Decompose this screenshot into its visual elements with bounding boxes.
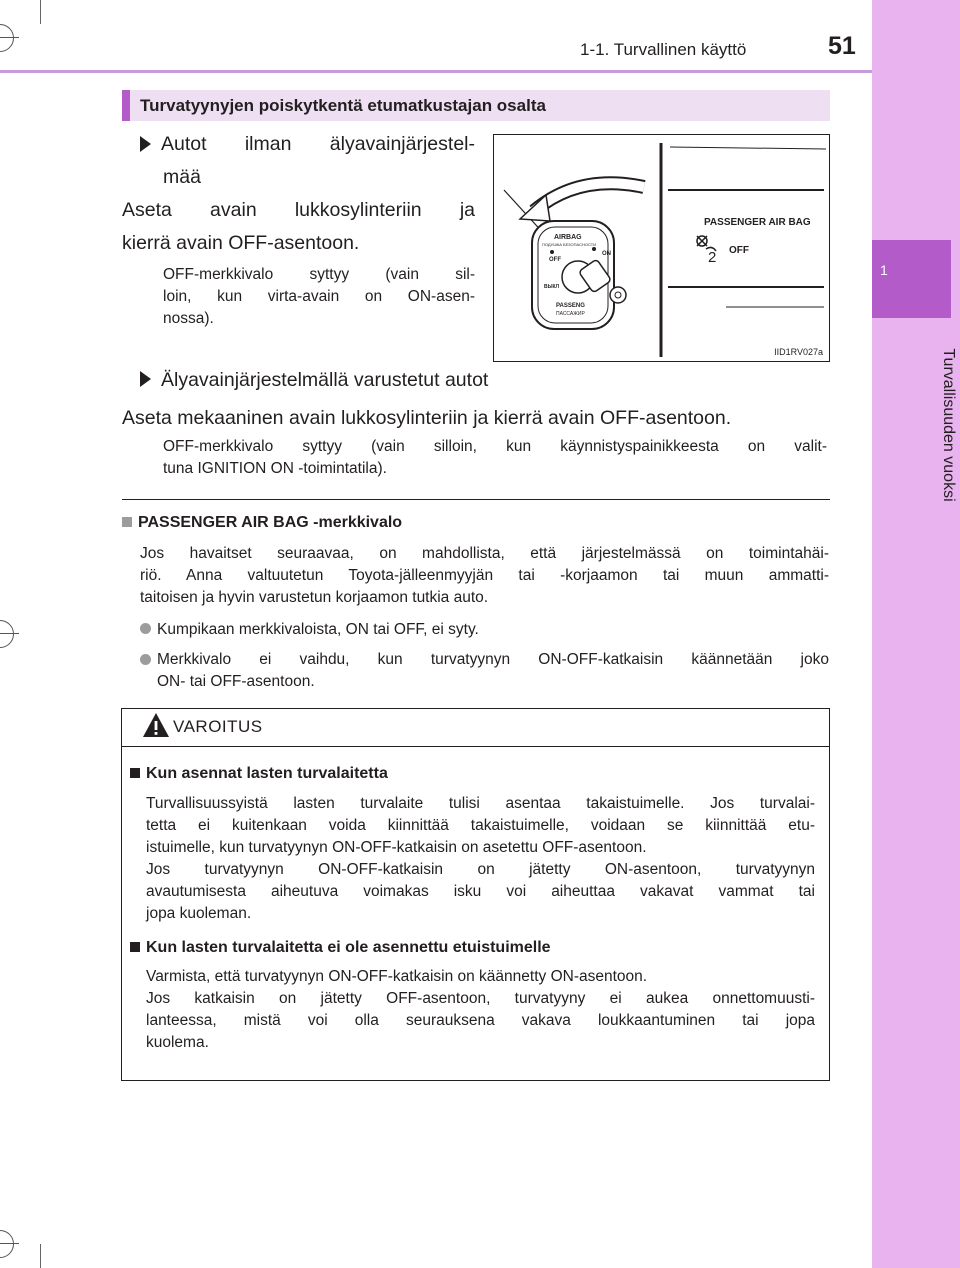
rotate-arrow-icon — [520, 183, 644, 221]
crop-mark-bottom-left — [0, 1230, 14, 1258]
indicator-para-line3: taitoisen ja hyvin varustetun korjaamon tutkia auto. — [140, 589, 489, 606]
item2-note-line2: tuna IGNITION ON -toimintatila). — [163, 460, 387, 477]
section-square-icon — [122, 517, 132, 527]
item2-title — [140, 364, 488, 397]
warning-s1-line5: avautumisesta aiheutuva voimakas isku voi aiheuttaa vakavat vammat tai — [146, 883, 815, 900]
item1-instruction-line2: kierrä avain OFF-asentoon. — [122, 232, 360, 254]
indicator-state: OFF — [729, 245, 749, 256]
indicator-bullet-2 — [140, 649, 829, 693]
item1-note-line2: loin, kun virta-avain on ON-asen- — [163, 288, 475, 305]
warning-s2-title-text: Kun lasten turvalaitetta ei ole asennettu etuistuimelle — [146, 939, 551, 956]
switch-airbag-label: AIRBAG — [554, 234, 582, 241]
divider-rule — [122, 499, 830, 500]
switch-off-label: OFF — [549, 257, 561, 263]
bullet-dot-icon — [140, 654, 151, 665]
warning-s1-line4: Jos turvatyynyn ON-OFF-katkaisin on jätetty ON-asentoon, turvatyynyn — [146, 861, 815, 878]
warning-s2-line3: lanteessa, mistä voi olla seurauksena vakava loukkaantuminen tai jopa — [146, 1012, 815, 1029]
indicator-bullet-2-line2: ON- tai OFF-asentoon. — [157, 673, 315, 690]
indicator-bullet-2-line1: Merkkivalo ei vaihdu, kun turvatyynyn ON-OFF-katkaisin käännetään joko — [157, 651, 829, 668]
warning-s1-line3: istuimelle, kun turvatyynyn ON-OFF-katkaisin on asetettu OFF-asentoon. — [146, 839, 647, 856]
item2-title-text: Älyavainjärjestelmällä varustetut autot — [161, 369, 489, 391]
switch-ru-label: ПОДУШКА БЕЗОПАСНОСТИ — [542, 242, 597, 247]
section-title: 1-1. Turvallinen käyttö — [580, 40, 747, 59]
svg-text:2: 2 — [708, 249, 717, 266]
crop-line-top — [40, 0, 41, 24]
section-heading: Turvatyynyjen poiskytkentä etumatkustajan osalta — [140, 96, 546, 115]
indicator-bullet-1-text: Kumpikaan merkkivaloista, ON tai OFF, ei syty. — [157, 621, 479, 638]
airbag-switch-figure — [493, 134, 830, 362]
bullet-dot-icon — [140, 623, 151, 634]
crop-line-bottom — [40, 1244, 41, 1268]
warning-s1-title — [130, 765, 388, 783]
warning-s1-line6: jopa kuoleman. — [146, 905, 252, 922]
item2-instruction: Aseta mekaaninen avain lukkosylinteriin ja kierrä avain OFF-asentoon. — [122, 407, 732, 429]
warning-s1-line1: Turvallisuussyistä lasten turvalaite tulisi asentaa takaistuimelle. Jos turvalai- — [146, 795, 815, 812]
warning-s2-title — [130, 939, 551, 957]
item1-instruction — [122, 194, 475, 260]
crop-mark-mid-left — [0, 620, 14, 648]
item1-note-line1: OFF-merkkivalo syttyy (vain sil- — [163, 266, 475, 283]
section-heading-accent — [122, 90, 130, 121]
section-square-icon — [130, 942, 140, 952]
indicator-label: PASSENGER AIR BAG — [704, 217, 811, 228]
header-rule — [0, 70, 872, 73]
figure-code: IID1RV027a — [774, 347, 823, 357]
warning-s2-line2: Jos katkaisin on jätetty OFF-asentoon, turvatyyny ei aukea onnettomuusti- — [146, 990, 815, 1007]
item2-note — [163, 436, 827, 480]
item2-arrow-icon — [140, 371, 151, 387]
warning-s1-body — [146, 793, 815, 925]
crop-mark-top-left — [0, 24, 14, 52]
warning-s2-line1: Varmista, että turvatyynyn ON-OFF-katkaisin on käännetty ON-asentoon. — [146, 968, 648, 985]
item1-instruction-line1: Aseta avain lukkosylinteriin ja — [122, 199, 475, 221]
indicator-section-title-text: PASSENGER AIR BAG -merkkivalo — [138, 514, 403, 531]
item1-note — [163, 264, 475, 330]
chapter-box — [872, 240, 951, 318]
side-tab — [872, 0, 960, 1268]
passenger-airbag-off-icon — [697, 236, 716, 266]
switch-on-label: ON — [602, 251, 611, 257]
switch-passenger-ru-label: ПАССАЖИР — [556, 311, 585, 317]
section-square-icon — [130, 768, 140, 778]
chapter-number: 1 — [880, 262, 888, 278]
item1-title-line1: Autot ilman älyavainjärjestel- — [161, 133, 475, 155]
item1-title — [140, 128, 475, 194]
warning-title: VAROITUS — [173, 717, 263, 736]
airbag-switch-illustration — [494, 135, 829, 361]
indicator-section-title — [122, 514, 402, 532]
warning-s1-title-text: Kun asennat lasten turvalaitetta — [146, 765, 388, 782]
warning-s2-line4: kuolema. — [146, 1034, 209, 1051]
indicator-bullet-1 — [140, 619, 479, 641]
chapter-label: Turvallisuuden vuoksi — [940, 348, 957, 502]
indicator-para-line2: riö. Anna valtuutetun Toyota-jälleenmyyjän tai -korjaamon tai muun ammatti- — [140, 567, 829, 584]
indicator-paragraph — [140, 543, 829, 609]
warning-triangle-icon — [142, 712, 170, 738]
switch-off-ru-label: ВЫКЛ — [544, 284, 560, 290]
page-number: 51 — [828, 32, 856, 60]
warning-s1-line2: tetta ei kuitenkaan voida kiinnittää takaistuimelle, voidaan se kiinnittää etu- — [146, 817, 815, 834]
indicator-para-line1: Jos havaitset seuraavaa, on mahdollista, että järjestelmässä on toimintahäi- — [140, 545, 829, 562]
switch-passenger-label: PASSENG — [556, 303, 585, 309]
item1-note-line3: nossa). — [163, 310, 214, 327]
item2-note-line1: OFF-merkkivalo syttyy (vain silloin, kun käynnistyspainikkeesta on valit- — [163, 438, 827, 455]
item1-title-line2: mää — [163, 166, 201, 188]
warning-s2-body — [146, 966, 815, 1054]
item1-arrow-icon — [140, 136, 151, 152]
